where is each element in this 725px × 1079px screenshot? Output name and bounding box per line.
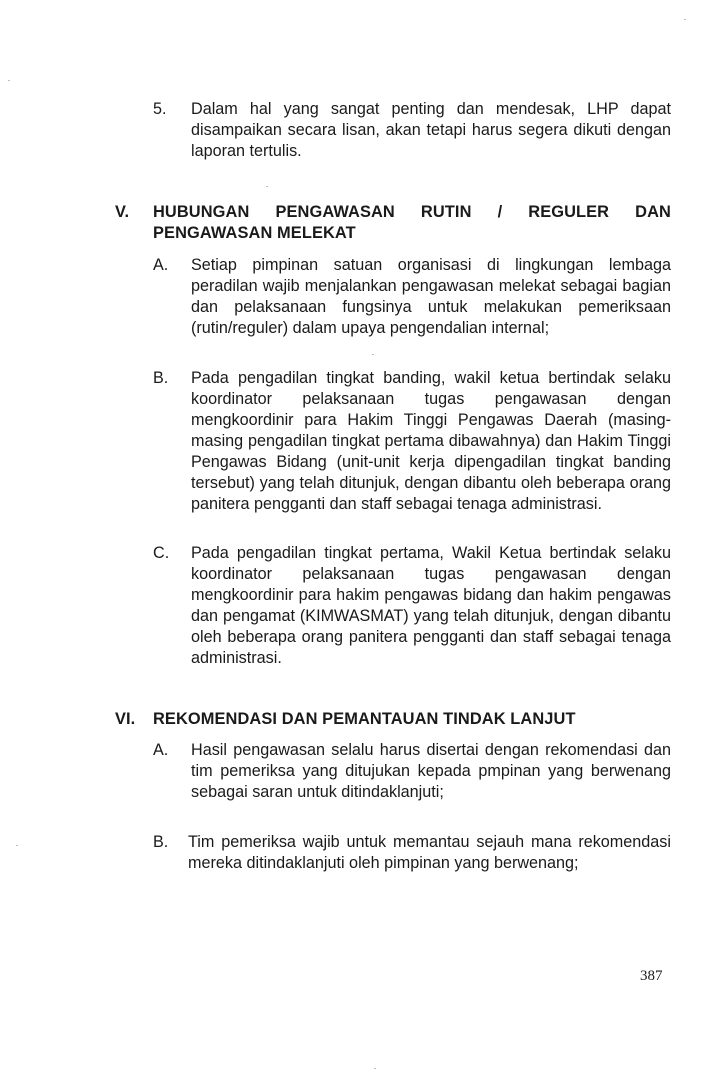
item-marker: B. bbox=[153, 833, 169, 851]
item-text: Hasil pengawasan selalu harus disertai dengan rekomendasi dan tim pemeriksa yang ditujukan kepada pmpinan yang berwenang sebagai saran untuk ditindaklanjuti; bbox=[191, 741, 671, 801]
list-item-v-a bbox=[153, 255, 671, 339]
item-marker: B. bbox=[153, 369, 169, 387]
list-item-5 bbox=[153, 99, 671, 162]
section-numeral: V. bbox=[115, 203, 130, 221]
item-marker: A. bbox=[153, 741, 169, 759]
page-number: 387 bbox=[640, 968, 663, 984]
scan-speck bbox=[266, 186, 268, 187]
scan-speck bbox=[374, 1068, 376, 1069]
section-title: REKOMENDASI DAN PEMANTAUAN TINDAK LANJUT bbox=[153, 710, 576, 728]
item-text: Pada pengadilan tingkat pertama, Wakil Ketua bertindak selaku koordinator pelaksanaan tugas pengawasan dengan mengkoordinir para hakim pengawas bidang dan hakim pengawas dan pengamat (KIMWASMAT) yang telah ditunjuk, dengan dibantu oleh beberapa orang panitera pengganti dan staff sebagai tenaga administrasi. bbox=[191, 544, 671, 667]
item-text: Dalam hal yang sangat penting dan mendesak, LHP dapat disampaikan secara lisan, akan tetapi harus segera dikuti dengan laporan tertulis. bbox=[191, 100, 671, 160]
scan-speck bbox=[372, 354, 374, 355]
section-v-heading bbox=[115, 202, 671, 244]
item-text: Pada pengadilan tingkat banding, wakil ketua bertindak selaku koordinator pelaksanaan tugas pengawasan dengan mengkoordinir para Hakim Tinggi Pengawas Daerah (masing-masing pengadilan tingkat pertama dibawahnya) dan Hakim Tinggi Pengawas Bidang (unit-unit kerja dipengadilan tingkat banding tersebut) yang telah ditunjuk, dengan dibantu oleh beberapa orang panitera pengganti dan staff sebagai tenaga administrasi. bbox=[191, 369, 671, 513]
item-text: Setiap pimpinan satuan organisasi di lingkungan lembaga peradilan wajib menjalankan pengawasan melekat sebagai bagian dan pelaksanaan fungsinya untuk melakukan pemeriksaan (rutin/reguler) dalam upaya pengendalian internal; bbox=[191, 256, 671, 337]
item-marker: C. bbox=[153, 544, 170, 562]
scan-speck bbox=[16, 845, 18, 846]
item-text: Tim pemeriksa wajib untuk memantau sejauh mana rekomendasi mereka ditindaklanjuti oleh pimpinan yang berwenang; bbox=[188, 833, 671, 872]
scan-speck bbox=[684, 19, 686, 20]
list-item-vi-a bbox=[153, 740, 671, 803]
list-item-v-b bbox=[153, 368, 671, 515]
section-numeral: VI. bbox=[115, 710, 136, 728]
item-marker: 5. bbox=[153, 100, 167, 118]
scan-speck bbox=[8, 80, 10, 81]
list-item-v-c bbox=[153, 543, 671, 669]
list-item-vi-b bbox=[153, 832, 671, 874]
section-vi-heading bbox=[115, 709, 671, 730]
item-marker: A. bbox=[153, 256, 169, 274]
section-title: HUBUNGAN PENGAWASAN RUTIN / REGULER DAN PENGAWASAN MELEKAT bbox=[153, 203, 671, 242]
